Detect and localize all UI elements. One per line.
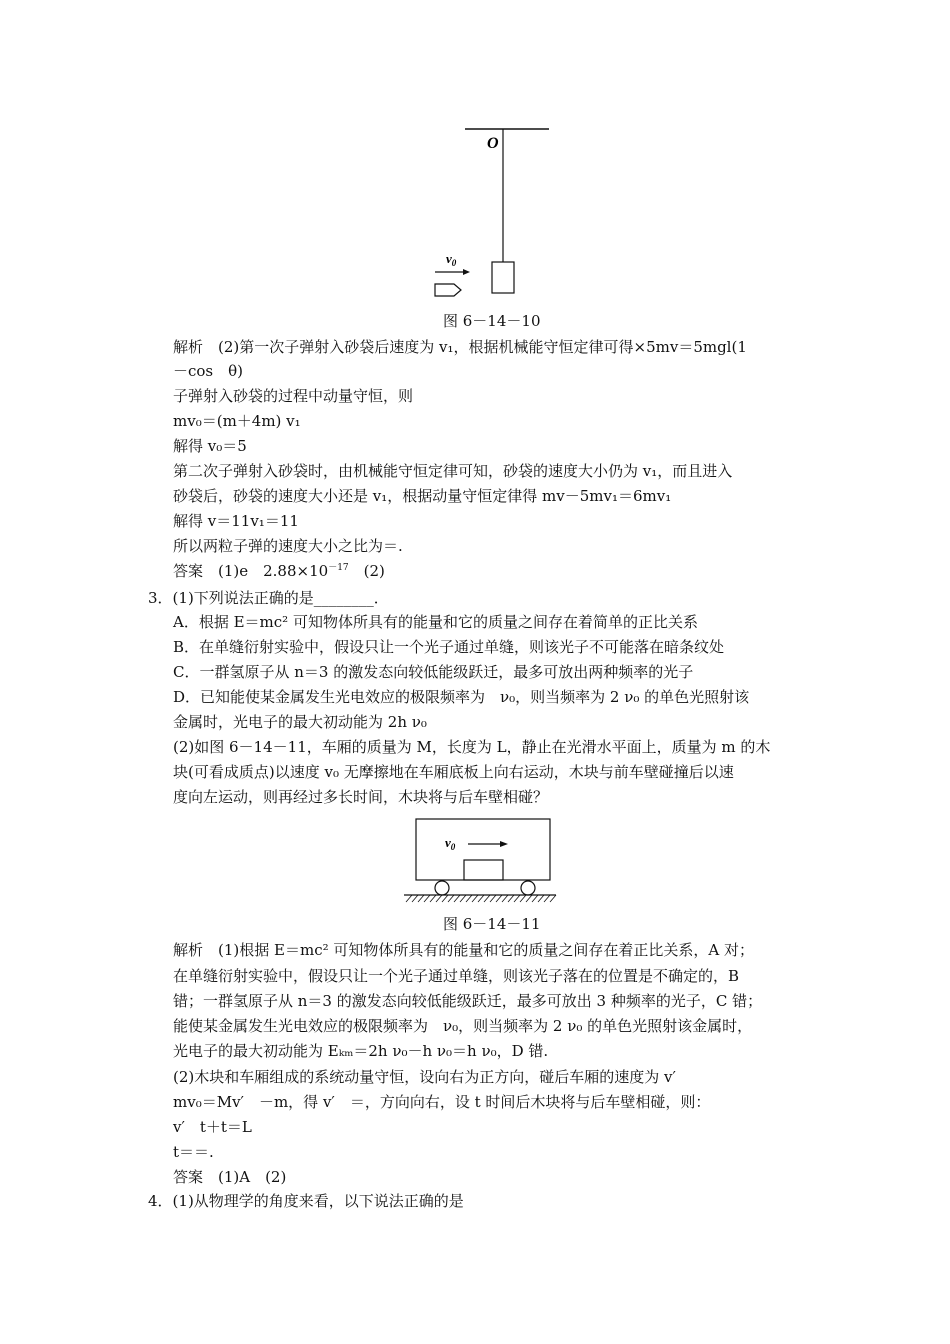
pendulum-figure <box>425 120 565 305</box>
analysis-line: 所以两粒子弹的速度大小之比为＝. <box>173 537 403 555</box>
pivot-label: O <box>487 135 499 152</box>
answer-line: 答案 (1)A (2) <box>173 1168 287 1186</box>
question-part2: 块(可看成质点)以速度 v₀ 无摩擦地在车厢底板上向右运动，木块与前车壁碰撞后以速 <box>173 763 734 781</box>
velocity-label: $v_0$ <box>445 835 456 852</box>
option-b: B．在单缝衍射实验中，假设只让一个光子通过单缝，则该光子不可能落在暗条纹处 <box>173 638 725 656</box>
analysis-line: mv₀＝(m＋4m) v₁ <box>173 412 301 430</box>
question-stem: 4．(1)从物理学的角度来看，以下说法正确的是 <box>148 1192 464 1210</box>
wood-block <box>464 860 503 880</box>
ground-hatch <box>406 895 556 902</box>
analysis-line: v′ t＋t＝L <box>173 1118 252 1136</box>
option-d-cont: 金属时，光电子的最大初动能为 2h ν₀ <box>173 713 427 731</box>
analysis-line: 解得 v＝11v₁＝11 <box>173 512 299 530</box>
analysis-line: t＝＝. <box>173 1143 214 1161</box>
analysis-line: 光电子的最大初动能为 Eₖₘ＝2h ν₀－h ν₀＝h ν₀，D 错. <box>173 1042 549 1060</box>
sand-bag <box>492 262 514 293</box>
analysis-line: 砂袋后，砂袋的速度大小还是 v₁，根据动量守恒定律得 mv－5mv₁＝6mv₁ <box>173 487 672 505</box>
wheel-left <box>435 881 449 895</box>
analysis-line: 子弹射入砂袋的过程中动量守恒，则 <box>173 387 414 405</box>
figure-caption: 图 6－14－11 <box>443 915 541 933</box>
option-a: A．根据 E＝mc² 可知物体所具有的能量和它的质量之间存在着简单的正比关系 <box>173 613 698 631</box>
velocity-arrow-head <box>463 269 470 275</box>
analysis-line: 解析 (2)第一次子弹射入砂袋后速度为 v₁，根据机械能守恒定律可得×5mv＝5mgl(1 <box>173 338 747 356</box>
analysis-line: (2)木块和车厢组成的系统动量守恒，设向右为正方向，碰后车厢的速度为 v′ <box>173 1068 676 1086</box>
analysis-line: 错；一群氢原子从 n＝3 的激发态向较低能级跃迁，最多可放出 3 种频率的光子，C 错； <box>173 992 763 1010</box>
figure-caption: 图 6－14－10 <box>443 312 541 330</box>
wheel-right <box>521 881 535 895</box>
analysis-line: mv₀＝Mv′ －m，得 v′ ＝，方向向右，设 t 时间后木块将与后车壁相碰，则： <box>173 1093 711 1111</box>
question-part2: (2)如图 6－14－11，车厢的质量为 M，长度为 L，静止在光滑水平面上，质量为 m 的木 <box>173 738 771 756</box>
question-stem: 3．(1)下列说法正确的是________． <box>148 589 389 607</box>
velocity-label: $v_0$ <box>446 251 457 268</box>
analysis-line: 第二次子弹射入砂袋时，由机械能守恒定律可知，砂袋的速度大小仍为 v₁，而且进入 <box>173 462 733 480</box>
analysis-line: －cos θ) <box>173 362 244 380</box>
cart-body <box>416 819 550 880</box>
bullet <box>435 284 461 296</box>
option-d: D．已知能使某金属发生光电效应的极限频率为 ν₀，则当频率为 2 ν₀ 的单色光照射该 <box>173 688 750 706</box>
option-c: C．一群氢原子从 n＝3 的激发态向较低能级跃迁，最多可放出两种频率的光子 <box>173 663 694 681</box>
analysis-line: 解得 v₀＝5 <box>173 437 247 455</box>
velocity-arrow-head <box>500 841 508 847</box>
cart-figure <box>400 815 560 910</box>
analysis-line: 在单缝衍射实验中，假设只让一个光子通过单缝，则该光子落在的位置是不确定的，B <box>173 967 740 985</box>
analysis-line: 能使某金属发生光电效应的极限频率为 ν₀，则当频率为 2 ν₀ 的单色光照射该金属时， <box>173 1017 753 1035</box>
question-part2: 度向左运动，则再经过多长时间，木块将与后车壁相碰？ <box>173 788 549 806</box>
answer-line: 答案 (1)e $2.88\times 10^{-17}$ (2) <box>173 562 385 580</box>
analysis-line: 解析 (1)根据 E＝mc² 可知物体所具有的能量和它的质量之间存在着正比关系，A 对； <box>173 941 754 959</box>
